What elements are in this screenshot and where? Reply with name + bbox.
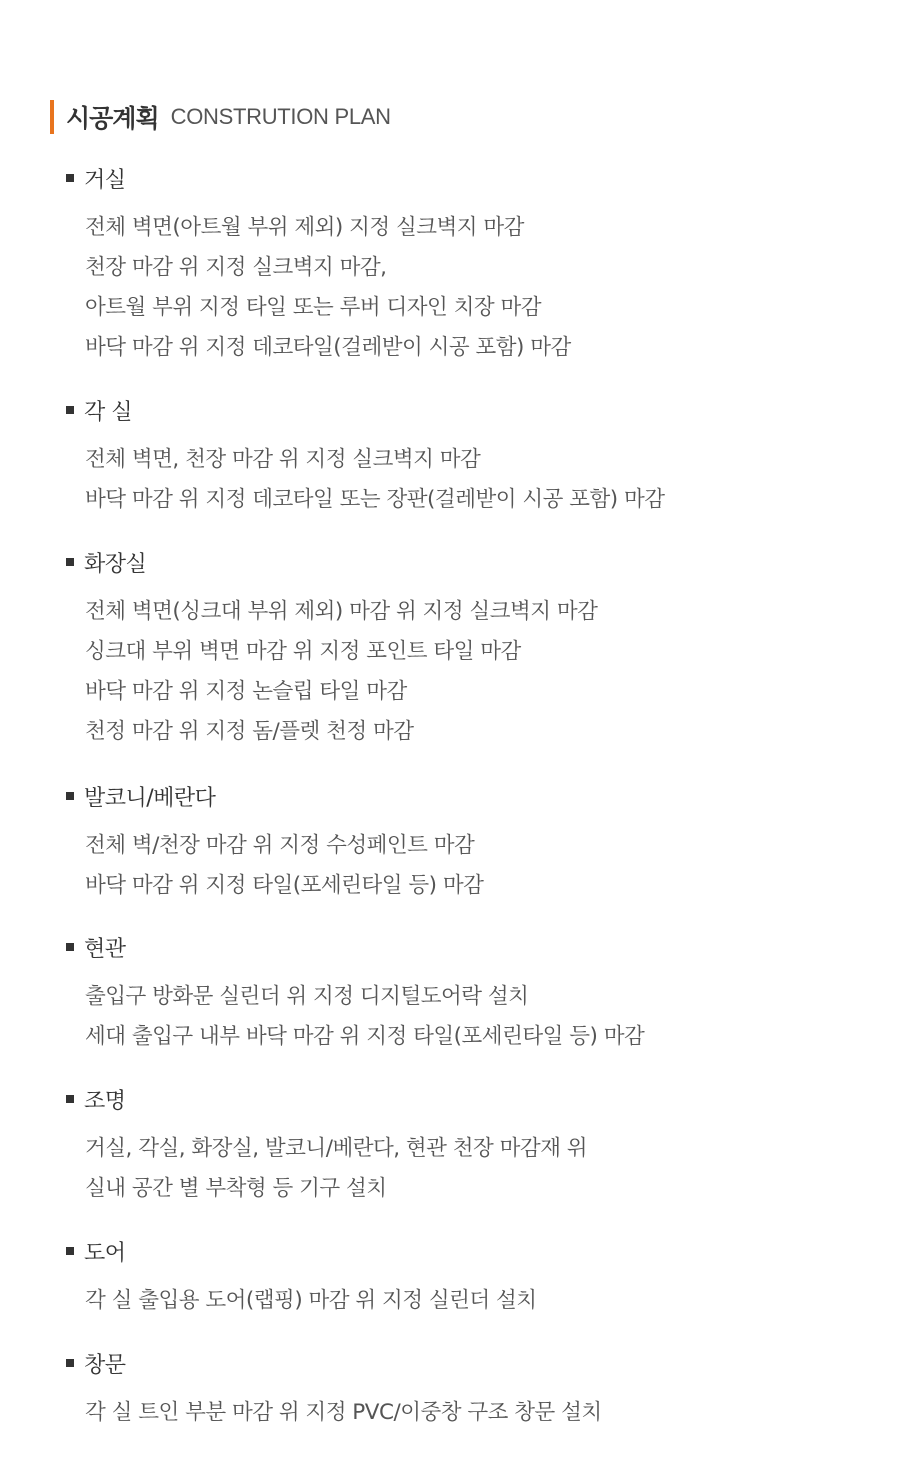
square-bullet-icon xyxy=(66,406,74,414)
section-line: 각 실 출입용 도어(랩핑) 마감 위 지정 실린더 설치 xyxy=(85,1288,537,1313)
square-bullet-icon xyxy=(66,943,74,951)
accent-bar xyxy=(50,100,54,134)
section-line: 천장 마감 위 지정 실크벽지 마감, xyxy=(85,255,387,280)
section-title: 조명 xyxy=(84,1088,126,1114)
section-bathroom xyxy=(66,547,597,752)
section-window xyxy=(66,1348,602,1433)
section-title: 창문 xyxy=(84,1352,126,1378)
section-title: 거실 xyxy=(84,167,126,193)
section-line: 바닥 마감 위 지정 타일(포세린타일 등) 마감 xyxy=(85,873,484,898)
section-line: 전체 벽/천장 마감 위 지정 수성페인트 마감 xyxy=(85,833,475,858)
section-line: 바닥 마감 위 지정 데코타일 또는 장판(걸레받이 시공 포함) 마감 xyxy=(85,487,665,512)
section-title: 화장실 xyxy=(84,551,147,577)
section-line: 실내 공간 별 부착형 등 기구 설치 xyxy=(85,1176,387,1201)
page-subtitle: CONSTRUTION PLAN xyxy=(170,104,391,129)
section-line: 출입구 방화문 실린더 위 지정 디지털도어락 설치 xyxy=(85,984,529,1009)
section-line: 세대 출입구 내부 바닥 마감 위 지정 타일(포세린타일 등) 마감 xyxy=(85,1024,645,1049)
square-bullet-icon xyxy=(66,792,74,800)
square-bullet-icon xyxy=(66,558,74,566)
square-bullet-icon xyxy=(66,174,74,182)
section-title: 각 실 xyxy=(84,399,132,425)
section-living-room xyxy=(66,163,571,368)
page-header xyxy=(50,100,391,134)
section-lighting xyxy=(66,1084,587,1209)
section-door xyxy=(66,1236,537,1321)
section-line: 바닥 마감 위 지정 논슬립 타일 마감 xyxy=(85,679,407,704)
square-bullet-icon xyxy=(66,1359,74,1367)
square-bullet-icon xyxy=(66,1095,74,1103)
section-line: 싱크대 부위 벽면 마감 위 지정 포인트 타일 마감 xyxy=(85,639,521,664)
section-title: 현관 xyxy=(84,936,126,962)
section-line: 각 실 트인 부분 마감 위 지정 PVC/이중창 구조 창문 설치 xyxy=(85,1400,602,1425)
page-title: 시공계획 xyxy=(66,104,159,133)
square-bullet-icon xyxy=(66,1247,74,1255)
section-line: 전체 벽면, 천장 마감 위 지정 실크벽지 마감 xyxy=(85,447,481,472)
section-line: 바닥 마감 위 지정 데코타일(걸레받이 시공 포함) 마감 xyxy=(85,335,571,360)
section-each-room xyxy=(66,395,665,520)
section-balcony xyxy=(66,781,483,906)
section-title: 발코니/베란다 xyxy=(84,785,216,811)
section-line: 전체 벽면(아트월 부위 제외) 지정 실크벽지 마감 xyxy=(85,215,524,240)
section-line: 아트월 부위 지정 타일 또는 루버 디자인 치장 마감 xyxy=(85,295,542,320)
section-line: 거실, 각실, 화장실, 발코니/베란다, 현관 천장 마감재 위 xyxy=(85,1136,588,1161)
section-title: 도어 xyxy=(84,1240,126,1266)
section-line: 전체 벽면(싱크대 부위 제외) 마감 위 지정 실크벽지 마감 xyxy=(85,599,598,624)
section-line: 천정 마감 위 지정 돔/플렛 천정 마감 xyxy=(85,719,414,744)
section-entrance xyxy=(66,932,644,1057)
